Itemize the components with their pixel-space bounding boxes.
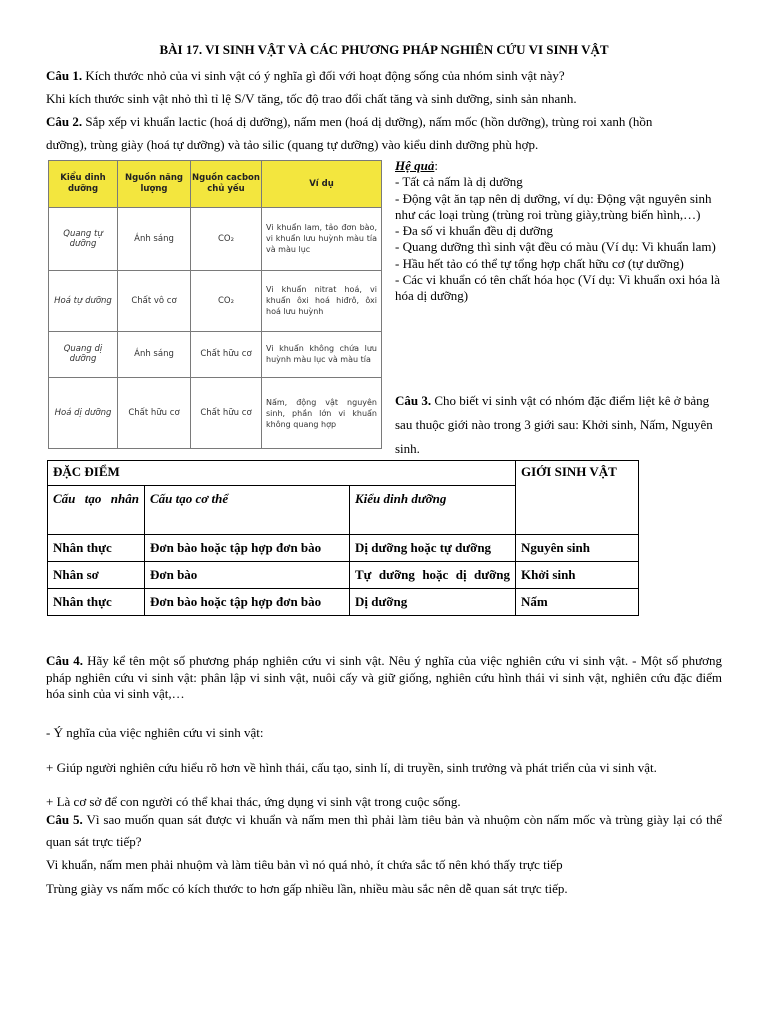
table-cell: Vi khuẩn không chứa lưu huỳnh màu lục và màu tía: [262, 331, 382, 378]
question-5-text: Vì sao muốn quan sát được vi khuẩn và nấm men thì phải làm tiêu bản và nhuộm còn nấm mốc và trùng giày lại có thể quan sát trực tiếp?: [46, 812, 723, 849]
question-2: [46, 112, 722, 131]
answer-5-line1: Vi khuẩn, nấm men phải nhuộm và làm tiêu bản vì nó quá nhỏ, ít chứa sắc tố nên khó thấy trực tiếp: [46, 857, 563, 872]
table-row: [49, 270, 382, 331]
consequences-notes: [395, 158, 725, 305]
question-4: [46, 653, 722, 703]
table-cell: Tự dưỡng hoặc dị dưỡng: [350, 562, 516, 589]
list-item: - Các vi khuẩn có tên chất hóa học (Ví dụ: Vi khuẩn oxi hóa là hóa dị dưỡng): [395, 272, 720, 304]
page-title: BÀI 17. VI SINH VẬT VÀ CÁC PHƯƠNG PHÁP NGHIÊN CỨU VI SINH VẬT: [159, 42, 609, 57]
table-row: [49, 331, 382, 378]
colon: :: [434, 158, 438, 173]
table-cell: Chất hữu cơ: [118, 378, 191, 449]
question-3-label: Câu 3.: [395, 393, 432, 408]
list-item: - Tất cả nấm là dị dưỡng: [395, 174, 523, 190]
table-cell: Nguyên sinh: [516, 535, 639, 562]
table-cell: Chất hữu cơ: [191, 331, 262, 378]
table-cell: Ánh sáng: [118, 331, 191, 378]
table-cell: Nấm: [516, 589, 639, 616]
list-item: - Đa số vi khuẩn đều dị dưỡng: [395, 223, 553, 239]
answer-5-line2: Trùng giày vs nấm mốc có kích thước to hơn gấp nhiều lần, nhiều màu sắc nên dễ quan sát trực tiếp.: [46, 881, 568, 896]
header-kingdom: GIỚI SINH VẬT: [516, 461, 639, 535]
question-5-label: Câu 5.: [46, 812, 83, 827]
table-cell: Khởi sinh: [516, 562, 639, 589]
table-row: [49, 208, 382, 271]
question-1: [46, 66, 722, 85]
table-cell: Dị dưỡng hoặc tự dưỡng: [350, 535, 516, 562]
table-cell: CO₂: [191, 208, 262, 271]
nutrition-type-table-image: [48, 160, 382, 449]
table-cell: Nhân thực: [48, 589, 145, 616]
subheader-cell: Cấu tạo nhân: [48, 486, 145, 535]
list-item: - Quang dưỡng thì sinh vật đều có màu (Ví dụ: Vi khuẩn lam): [395, 239, 716, 255]
table-row: [49, 378, 382, 449]
question-5: [46, 809, 722, 853]
question-2-label: Câu 2.: [46, 114, 83, 129]
table-cell: Quang tự dưỡng: [49, 208, 118, 271]
table-cell: Vi khuẩn nitrat hoá, vi khuẩn ôxi hoá hiđrô, ôxi hoá lưu huỳnh: [262, 270, 382, 331]
table-row: [48, 535, 639, 562]
table-cell: Nấm, động vật nguyên sinh, phần lớn vi khuẩn không quang hợp: [262, 378, 382, 449]
table-cell: Hoá tự dưỡng: [49, 270, 118, 331]
table-cell: Quang dị dưỡng: [49, 331, 118, 378]
question-2-text-line2: dưỡng), trùng giày (hoá tự dưỡng) và tảo silic (quang tự dưỡng) vào kiểu dinh dưỡng phù hợp.: [46, 137, 539, 152]
table-cell: Chất vô cơ: [118, 270, 191, 331]
header-features: ĐẶC ĐIỂM: [48, 461, 516, 486]
table-cell: Dị dưỡng: [350, 589, 516, 616]
table-cell: Đơn bào: [145, 562, 350, 589]
table-cell: Chất hữu cơ: [191, 378, 262, 449]
meaning-heading: - Ý nghĩa của việc nghiên cứu vi sinh vật:: [46, 725, 264, 740]
table-cell: Nhân thực: [48, 535, 145, 562]
question-1-text: Kích thước nhỏ của vi sinh vật có ý nghĩa gì đối với hoạt động sống của nhóm sinh vật này?: [82, 68, 565, 83]
header-cell: Ví dụ: [262, 161, 382, 208]
list-item: - Động vật ăn tạp nên dị dưỡng, ví dụ: Động vật nguyên sinh như các loại trùng (trùng roi trùng giày,trùng biến hình,…): [395, 190, 712, 222]
table-cell: Ánh sáng: [118, 208, 191, 271]
table-cell: CO₂: [191, 270, 262, 331]
subheader-cell: Kiểu dinh dưỡng: [350, 486, 516, 535]
answer-1: Khi kích thước sinh vật nhỏ thì tỉ lệ S/V tăng, tốc độ trao đổi chất tăng và sinh dưỡng, sinh sản nhanh.: [46, 91, 577, 106]
question-3-text: Cho biết vi sinh vật có nhóm đặc điểm liệt kê ở bảng sau thuộc giới nào trong 3 giới sau: Khởi sinh, Nấm, Nguyên sinh.: [395, 393, 713, 456]
table-cell: Nhân sơ: [48, 562, 145, 589]
consequences-heading-line: [395, 158, 725, 174]
question-4-label: Câu 4.: [46, 653, 83, 668]
table-cell: Vi khuẩn lam, tảo đơn bào, vi khuẩn lưu huỳnh màu tía và màu lục: [262, 208, 382, 271]
question-2-text-line1: Sắp xếp vi khuẩn lactic (hoá dị dưỡng), nấm men (hoá dị dưỡng), nấm mốc (hồn dưỡng), trùng roi xanh (hồn: [82, 114, 653, 129]
meaning-item-1: + Giúp người nghiên cứu hiểu rõ hơn về hình thái, cấu tạo, sinh lí, di truyền, sinh trưởng và phát triển của vi sinh vật.: [46, 760, 657, 775]
question-4-text: Hãy kể tên một số phương pháp nghiên cứu vi sinh vật. Nêu ý nghĩa của việc nghiên cứu vi sinh vật. - Một số phương pháp nghiên cứu vi sinh vật: phân lập vi sinh vật, nuôi cấy và giữ giống, nghiên cứu hình thái vi sinh vật, nghiên cứu đặc điểm hóa sinh của vi sinh vật,…: [46, 653, 722, 701]
header-cell: Kiểu dinh dưỡng: [49, 161, 118, 208]
kingdom-table: [47, 460, 639, 616]
header-cell: Nguồn năng lượng: [118, 161, 191, 208]
table-row: [48, 461, 639, 486]
subheader-cell: Cấu tạo cơ thể: [145, 486, 350, 535]
header-cell: Nguồn cacbon chủ yếu: [191, 161, 262, 208]
table-cell: Hoá dị dưỡng: [49, 378, 118, 449]
table-row: [48, 589, 639, 616]
consequences-heading: Hệ quả: [395, 158, 435, 173]
table-cell: Đơn bào hoặc tập hợp đơn bào: [145, 589, 350, 616]
table-row: [48, 562, 639, 589]
question-3: [395, 389, 725, 461]
table-cell: Đơn bào hoặc tập hợp đơn bào: [145, 535, 350, 562]
nutrition-table-header: [49, 161, 382, 208]
meaning-item-2: + Là cơ sở để con người có thể khai thác, ứng dụng vi sinh vật trong cuộc sống.: [46, 794, 461, 809]
question-1-label: Câu 1.: [46, 68, 83, 83]
list-item: - Hầu hết tảo có thể tự tổng hợp chất hữu cơ (tự dưỡng): [395, 255, 684, 271]
